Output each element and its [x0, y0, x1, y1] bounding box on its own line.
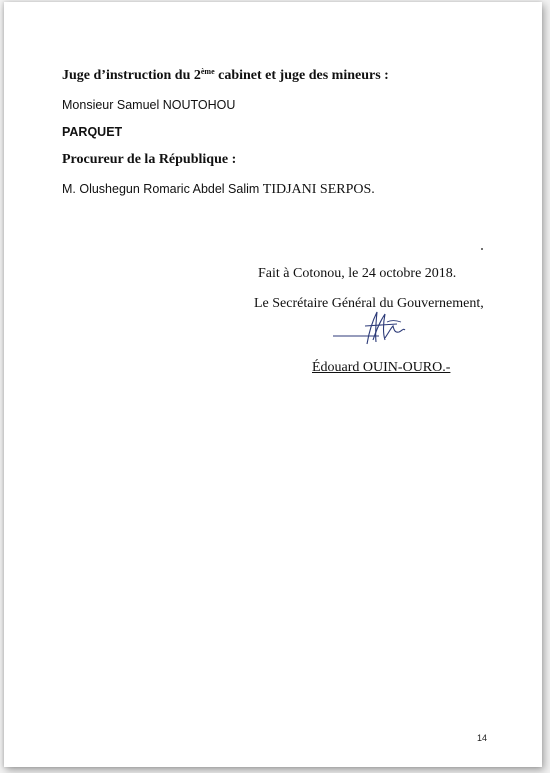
juge-heading-prefix: Juge d’instruction du 2: [62, 68, 201, 83]
procureur-heading: Procureur de la République :: [62, 152, 237, 167]
page-number: 14: [476, 733, 487, 743]
juge-heading: [62, 68, 389, 84]
parquet-label: PARQUET: [62, 125, 123, 139]
juge-name: Monsieur Samuel NOUTOHOU: [62, 98, 236, 112]
signatory-name: Édouard OUIN-OURO.-: [312, 360, 451, 375]
procureur-name-suffix: TIDJANI SERPOS.: [262, 182, 375, 197]
signatory-title: Le Secrétaire Général du Gouvernement,: [254, 296, 484, 311]
juge-heading-suffix: cabinet et juge des mineurs :: [214, 68, 389, 83]
handwritten-signature: [331, 308, 409, 348]
procureur-name: [62, 181, 375, 198]
place-date: Fait à Cotonou, le 24 octobre 2018.: [258, 266, 457, 281]
stray-mark: [481, 248, 483, 250]
procureur-name-prefix: M. Olushegun Romaric Abdel Salim: [62, 182, 263, 196]
juge-heading-superscript: ème: [200, 67, 215, 76]
document-page: [4, 2, 542, 767]
